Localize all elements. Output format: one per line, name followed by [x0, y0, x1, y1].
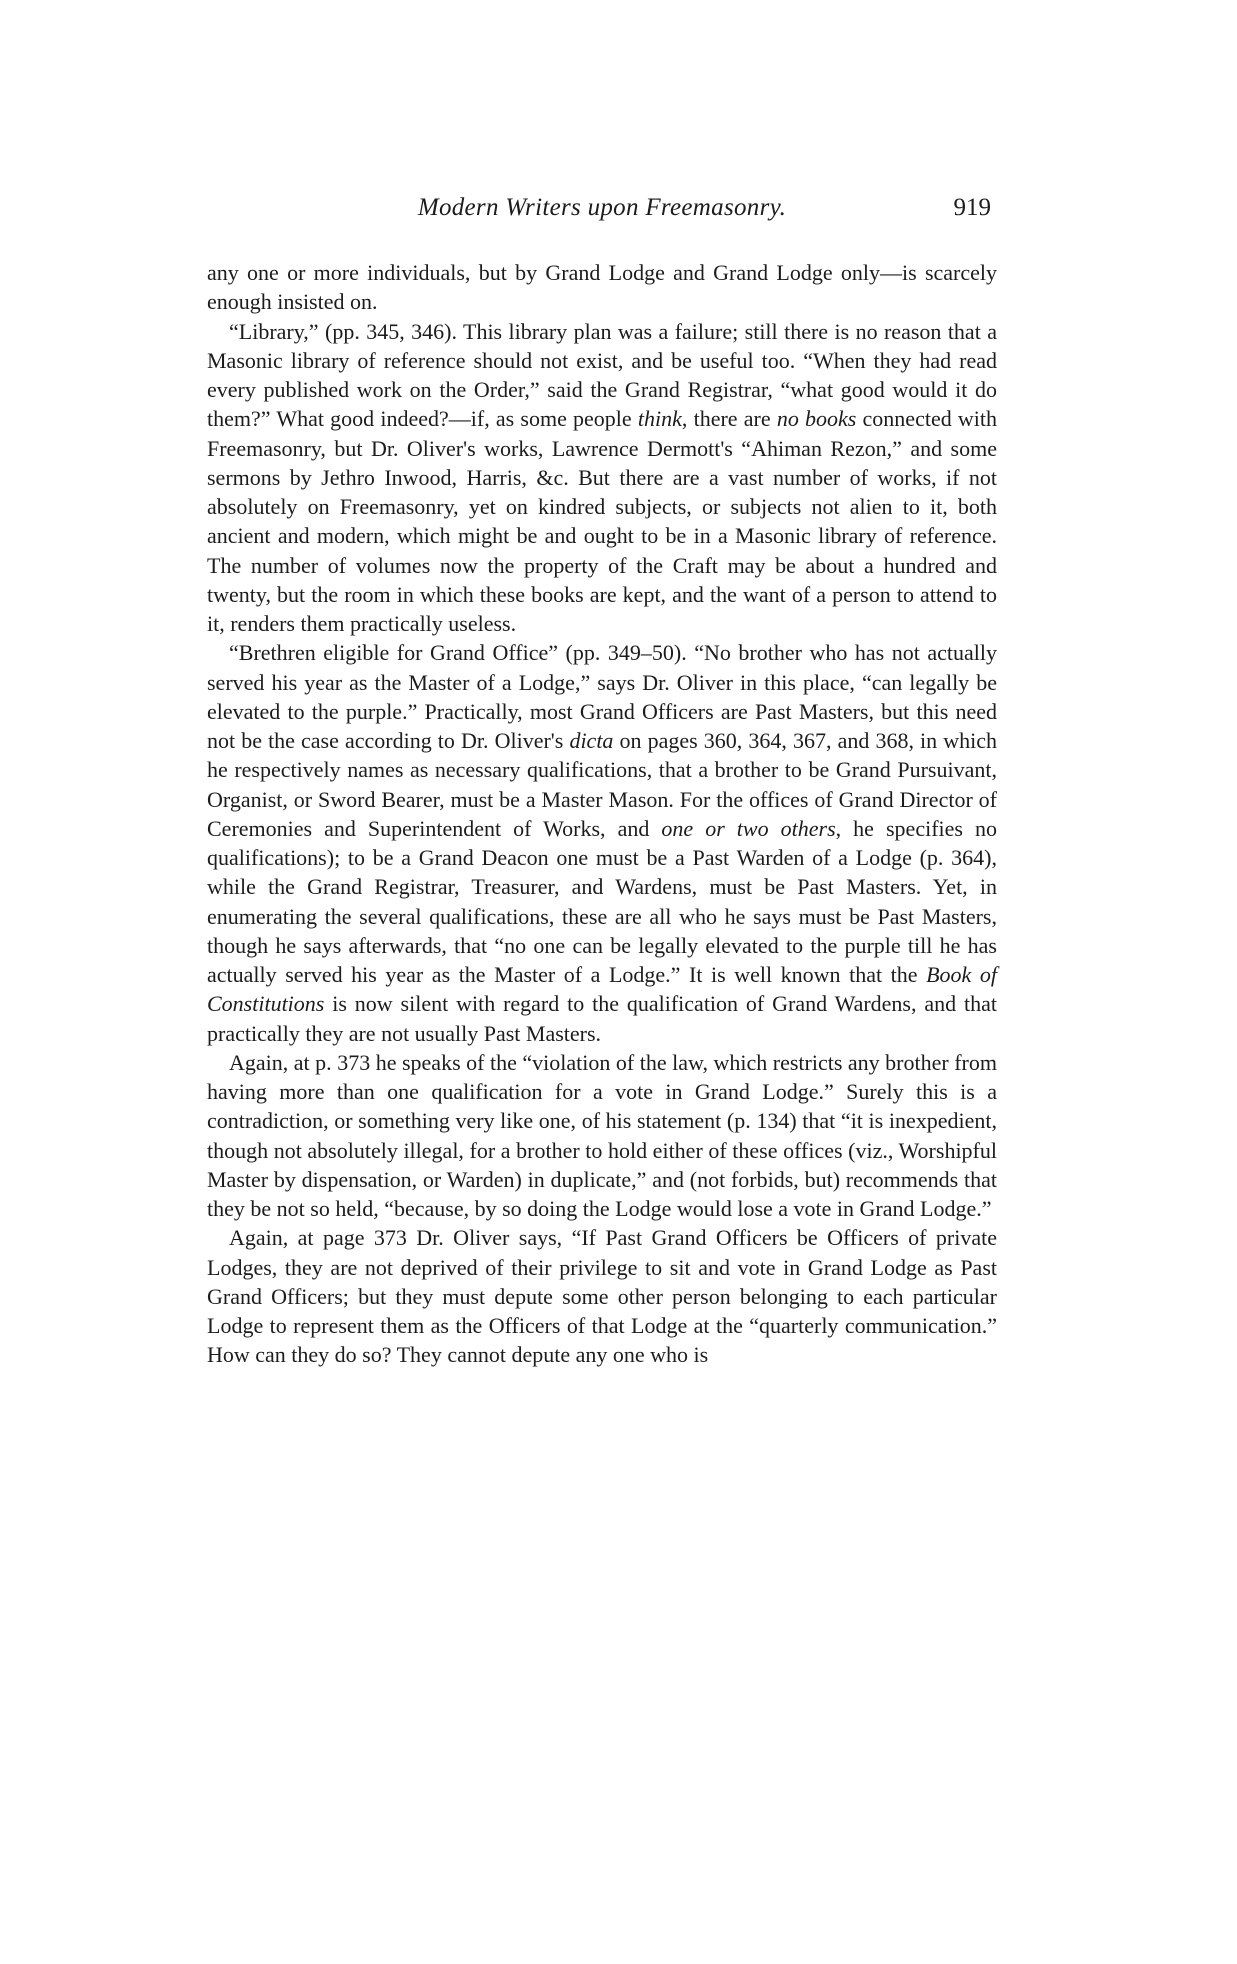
text-run: , he specifies no qualifications); to be a Grand Deacon one must be a Past Warden of a Lodge (p. 364), while the Grand Registrar, Treasurer, and Wardens, must be Past Masters. Yet, in enumerating the several qualifications, these are all who he says must be Past Masters, though he says afterwards, that “no one can be legally elevated to the purple till he has actually served his year as the Master of a Lodge.” It is well known that the: [207, 815, 998, 987]
paragraph-3: [207, 638, 997, 1048]
text-run: Again, at p. 373 he speaks of the “violation of the law, which restricts any brother from having more than one qualification for a vote in Grand Lodge.” Surely this is a contradiction, or something very like one, of his statement (p. 134) that “it is inexpedient, though not absolutely illegal, for a brother to hold either of these offices (viz., Worshipful Master by dispensation, or Warden) in duplicate,” and (not forbids, but) recommends that they be not so held, “because, by so doing the Lodge would lose a vote in Grand Lodge.”: [207, 1049, 997, 1221]
paragraph-4: [207, 1048, 997, 1224]
italic-phrase: one or two others: [661, 815, 836, 841]
paragraph-2: [207, 317, 997, 639]
italic-phrase: think: [637, 406, 682, 432]
page-number: 919: [953, 194, 991, 221]
running-title: Modern Writers upon Freemasonry.: [417, 194, 787, 221]
body-text: [207, 258, 997, 1370]
running-head: [207, 194, 997, 234]
text-run: any one or more individuals, but by Grand Lodge and Grand Lodge only—is scarcely enough insisted on.: [207, 260, 997, 315]
text-run: Again, at page 373 Dr. Oliver says, “If Past Grand Officers be Officers of private Lodges, they are not deprived of their privilege to sit and vote in Grand Lodge as Past Grand Officers; but they must depute some other person belonging to each particular Lodge to represent them as the Officers of that Lodge at the “quarterly communication.” How can they do so? They cannot depute any one who is: [207, 1225, 997, 1368]
italic-phrase: Book of Constitutions: [207, 962, 997, 1017]
text-run: is now silent with regard to the qualification of Grand Wardens, and that practically they are not usually Past Masters.: [207, 991, 997, 1046]
text-run: on pages 360, 364, 367, and 368, in which he respectively names as necessary qualifications, that a brother to be Grand Pursuivant, Organist, or Sword Bearer, must be a Master Mason. For the offices of Grand Director of Ceremonies and Superintendent of Works, and: [207, 728, 998, 841]
text-run: “Brethren eligible for Grand Office” (pp. 349–50). “No brother who has not actually served his year as the Master of a Lodge,” says Dr. Oliver in this place, “can legally be elevated to the purple.” Practically, most Grand Officers are Past Masters, but this need not be the case according to Dr. Oliver's: [207, 640, 997, 753]
paragraph-1: [207, 258, 997, 317]
book-page: [207, 0, 997, 1964]
text-run: connected with Freemasonry, but Dr. Oliver's works, Lawrence Dermott's “Ahiman Rezon,” and some sermons by Jethro Inwood, Harris, &c. But there are a vast number of works, if not absolutely on Freemasonry, yet on kindred subjects, or subjects not alien to it, both ancient and modern, which might be and ought to be in a Masonic library of reference. The number of volumes now the property of the Craft may be about a hundred and twenty, but the room in which these books are kept, and the want of a person to attend to it, renders them practically useless.: [207, 406, 998, 636]
text-run: , there are: [681, 406, 777, 432]
italic-phrase: dicta: [569, 728, 614, 753]
text-run: “Library,” (pp. 345, 346). This library plan was a failure; still there is no reason that a Masonic library of reference should not exist, and be useful too. “When they had read every published work on the Order,” said the Grand Registrar, “what good would it do them?” What good indeed?—if, as some people: [207, 318, 997, 432]
italic-phrase: no books: [776, 406, 857, 432]
paragraph-5: [207, 1223, 997, 1369]
